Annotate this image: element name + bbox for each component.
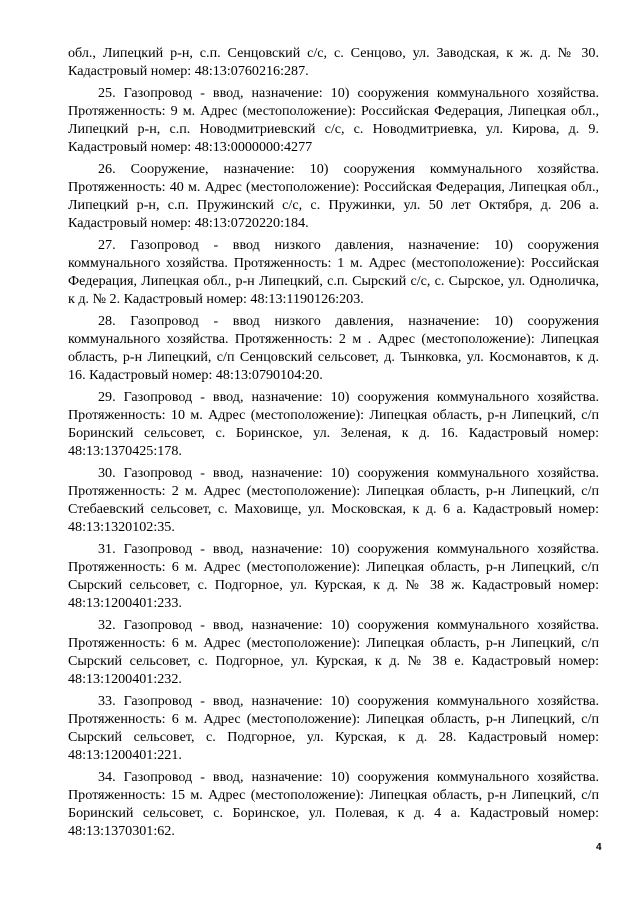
paragraph-item-28: 28. Газопровод - ввод низкого давления, назначение: 10) сооружения коммунального хозяйства. Протяженность: 2 м . Адрес (местоположение): Липецкая область, р-н Липецкий, с/п Сенцовский сельсовет, д. Тынковка, ул. Космонавтов, к д. 16. Кадастровый номер: 48:13:0790104:20. (68, 313, 599, 383)
paragraph-item-30: 30. Газопровод - ввод, назначение: 10) сооружения коммунального хозяйства. Протяженность: 2 м. Адрес (местоположение): Липецкая область, р-н Липецкий, с/п Стебаевский сельсовет, с. Маховище, ул. Московская, к д. 6 а. Кадастровый номер: 48:13:1320102:35. (68, 465, 599, 535)
paragraph-item-31: 31. Газопровод - ввод, назначение: 10) сооружения коммунального хозяйства. Протяженность: 6 м. Адрес (местоположение): Липецкая область, р-н Липецкий, с/п Сырский сельсовет, с. Подгорное, ул. Курская, к д. № 38 ж. Кадастровый номер: 48:13:1200401:233. (68, 541, 599, 611)
paragraph-item-27: 27. Газопровод - ввод низкого давления, назначение: 10) сооружения коммунального хозяйства. Протяженность: 1 м. Адрес (местоположение): Российская Федерация, Липецкая обл., р-н Липецкий, с.п. Сырский с/с, с. Сырское, ул. Одноличка, к д. № 2. Кадастровый номер: 48:13:1190126:203. (68, 237, 599, 307)
paragraph-item-25: 25. Газопровод - ввод, назначение: 10) сооружения коммунального хозяйства. Протяженность: 9 м. Адрес (местоположение): Российская Федерация, Липецкая обл., Липецкий р-н, с.п. Новодмитриевский с/с, с. Новодмитриевка, ул. Кирова, д. 9. Кадастровый номер: 48:13:0000000:4277 (68, 85, 599, 155)
paragraph-item-32: 32. Газопровод - ввод, назначение: 10) сооружения коммунального хозяйства. Протяженность: 6 м. Адрес (местоположение): Липецкая область, р-н Липецкий, с/п Сырский сельсовет, с. Подгорное, ул. Курская, к д. № 38 е. Кадастровый номер: 48:13:1200401:232. (68, 617, 599, 687)
document-page (68, 44, 599, 844)
paragraph-item-29: 29. Газопровод - ввод, назначение: 10) сооружения коммунального хозяйства. Протяженность: 10 м. Адрес (местоположение): Липецкая область, р-н Липецкий, с/п Боринский сельсовет, с. Боринское, ул. Зеленая, к д. 16. Кадастровый номер: 48:13:1370425:178. (68, 389, 599, 459)
paragraph-item-33: 33. Газопровод - ввод, назначение: 10) сооружения коммунального хозяйства. Протяженность: 6 м. Адрес (местоположение): Липецкая область, р-н Липецкий, с/п Сырский сельсовет, с. Подгорное, ул. Курская, к д. 28. Кадастровый номер: 48:13:1200401:221. (68, 693, 599, 763)
paragraph-continuation: обл., Липецкий р-н, с.п. Сенцовский с/с, с. Сенцово, ул. Заводская, к ж. д. № 30. Кадастровый номер: 48:13:0760216:287. (68, 45, 599, 79)
paragraph-item-26: 26. Сооружение, назначение: 10) сооружения коммунального хозяйства. Протяженность: 40 м. Адрес (местоположение): Российская Федерация, Липецкая обл., Липецкий р-н, с.п. Пружинский с/с, с. Пружинки, ул. 50 лет Октября, д. 206 а. Кадастровый номер: 48:13:0720220:184. (68, 161, 599, 231)
page-number: 4 (596, 842, 602, 853)
paragraph-item-34: 34. Газопровод - ввод, назначение: 10) сооружения коммунального хозяйства. Протяженность: 15 м. Адрес (местоположение): Липецкая область, р-н Липецкий, с/п Боринский сельсовет, с. Боринское, ул. Полевая, к д. 4 а. Кадастровый номер: 48:13:1370301:62. (68, 769, 599, 839)
